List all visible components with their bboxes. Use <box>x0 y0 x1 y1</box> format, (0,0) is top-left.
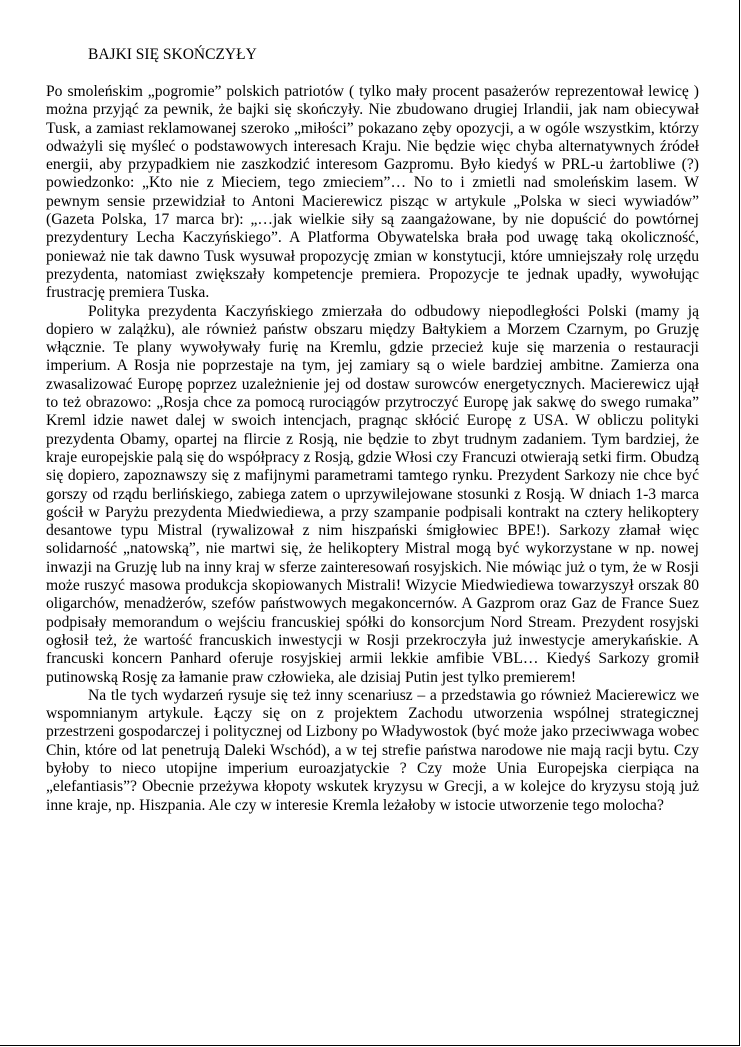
document-body <box>46 83 699 815</box>
paragraph-smolensk: Po smoleńskim „pogromie” polskich patriotów ( tylko mały procent pasażerów reprezentował lewicę ) można przyjąć za pewnik, że bajki się skończyły. Nie zbudowano drugiej Irlandii, jak nam obiecywał Tusk, a zamiast reklamowanej szeroko „miłości” pokazano zęby opozycji, a w ogóle wszystkim, którzy odważyli się myśleć o podstawowych interesach Kraju. Nie będzie więc chyba alternatywnych źródeł energii, aby przypadkiem nie zaszkodzić interesom Gazpromu. Było kiedyś w PRL-u żartobliwe (?) powiedzonko: „Kto nie z Mieciem, tego zmieciem”… No to i zmietli nad smoleńskim lasem. W pewnym sensie przewidział to Antoni Macierewicz pisząc w artykule „Polska w sieci wywiadów” (Gazeta Polska, 17 marca br): „…jak wielkie siły są zaangażowane, by nie dopuścić do powtórnej prezydentury Lecha Kaczyńskiego”. A Platforma Obywatelska brała pod uwagę taką okoliczność, ponieważ nie tak dawno Tusk wysuwał propozycję zmian w konstytucji, które umniejszały rolę urzędu prezydenta, natomiast zwiększały kompetencje premiera. Propozycje te jednak upadły, wywołując frustrację premiera Tuska. <box>46 83 699 302</box>
paragraph-scenario: Na tle tych wydarzeń rysuje się też inny scenariusz – a przedstawia go również Macierewicz we wspomnianym artykule. Łączy się on z projektem Zachodu utworzenia wspólnej strategicznej przestrzeni gospodarczej i politycznej od Lizbony po Władywostok (być może jako przeciwwaga wobec Chin, które od lat penetrują Daleki Wschód), a w tej strefie państwa narodowe nie mają racji bytu. Czy byłoby to nieco utopijne imperium euroazjatyckie ? Czy może Unia Europejska cierpiąca na „elefantiasis”? Obecnie przeżywa kłopoty wskutek kryzysu w Grecji, a w kolejce do kryzysu stoją już inne kraje, np. Hiszpania. Ale czy w interesie Kremla leżałoby w istocie utworzenie tego molocha? <box>46 686 699 814</box>
paragraph-kaczynski-policy: Polityka prezydenta Kaczyńskiego zmierzała do odbudowy niepodległości Polski (mamy ją dopiero w zalążku), ale również państw obszaru między Bałtykiem a Morzem Czarnym, po Gruzję włącznie. Te plany wywoływały furię na Kremlu, gdzie przecież kuje się marzenia o restauracji imperium. A Rosja nie poprzestaje na tym, jej zamiary są o wiele bardziej ambitne. Zamierza ona zwasalizować Europę poprzez uzależnienie jej od dostaw surowców energetycznych. Macierewicz ujął to też obrazowo: „Rosja chce za pomocą rurociągów przytroczyć Europę jak sakwę do swego rumaka” Kreml idzie nawet dalej w swoich intencjach, pragnąc skłócić Europę z USA. W obliczu polityki prezydenta Obamy, opartej na flircie z Rosją, nie będzie to zbyt trudnym zadaniem. Tym bardziej, że kraje europejskie palą się do współpracy z Rosją, gdzie Włosi czy Francuzi otwierają setki firm. Obudzą się dopiero, zapoznawszy się z mafijnymi parametrami tamtego rynku. Prezydent Sarkozy nie chce być gorszy od rządu berlińskiego, zabiega zatem o uprzywilejowane stosunki z Rosją. W dniach 1-3 marca gościł w Paryżu prezydenta Miedwiediewa, a przy szampanie podpisali kontrakt na cztery helikoptery desantowe typu Mistral (rywalizował z nim hiszpański śmigłowiec BPE!). Sarkozy złamał więc solidarność „natowską”, nie martwi się, że helikoptery Mistral mogą być wykorzystane w np. nowej inwazji na Gruzję lub na inny kraj w sferze zainteresowań rosyjskich. Nie mówiąc już o tym, że w Rosji może ruszyć masowa produkcja skopiowanych Mistrali! Wizycie Miedwiediewa towarzyszył orszak 80 oligarchów, menadżerów, szefów państwowych megakoncernów. A Gazprom oraz Gaz de France Suez podpisały memorandum o wejściu francuskiej spółki do konsorcjum Nord Stream. Prezydent rosyjski ogłosił też, że wartość francuskich inwestycji w Rosji przekroczyła już inwestycje amerykańskie. A francuski koncern Panhard oferuje rosyjskiej armii lekkie amfibie VBL… Kiedyś Sarkozy gromił putinowską Rosję za łamanie praw człowieka, ale dzisiaj Putin jest tylko premierem! <box>46 302 699 686</box>
document-title: BAJKI SIĘ SKOŃCZYŁY <box>88 46 257 63</box>
